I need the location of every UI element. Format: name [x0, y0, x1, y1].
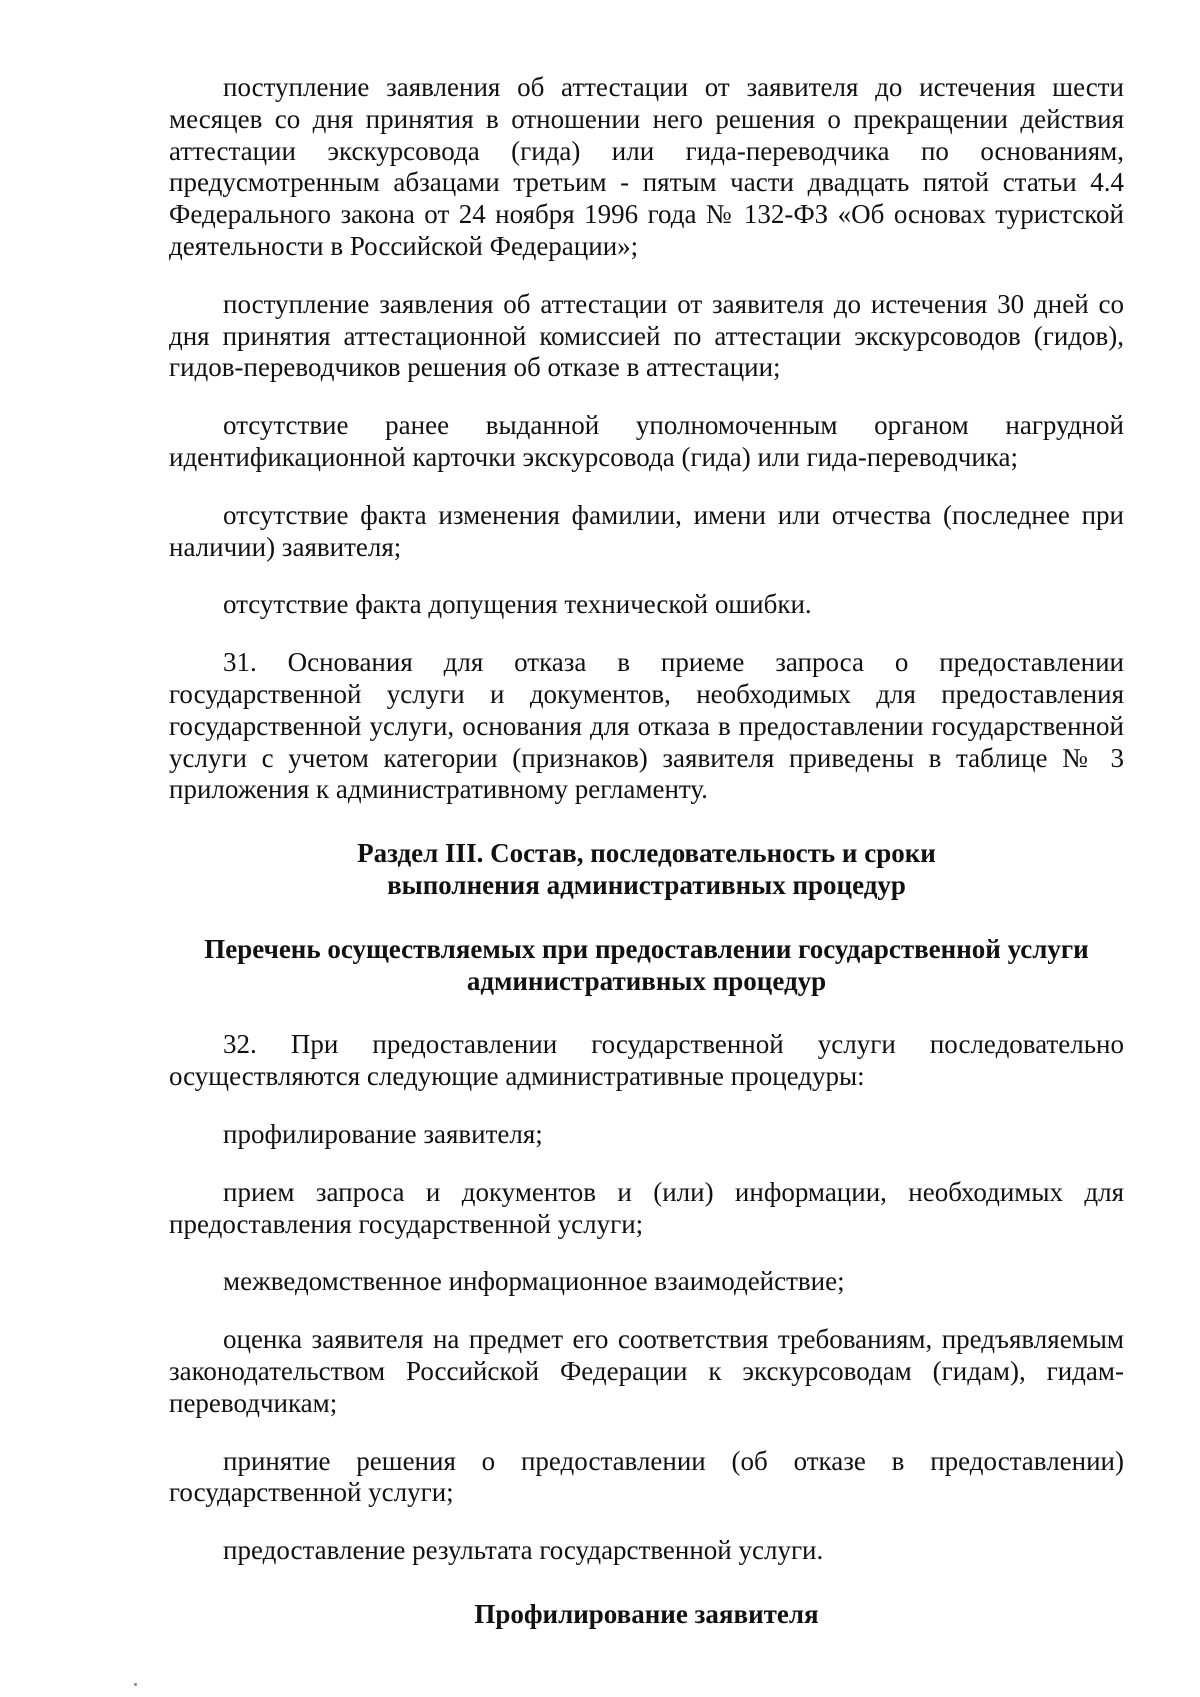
- paragraph-item-32: 32. При предоставлении государственной услуги последовательно осуществляются следующие административные процедуры:: [169, 1029, 1124, 1092]
- document-page: [169, 72, 1124, 1631]
- list-item: межведомственное информационное взаимодействие;: [223, 1266, 845, 1297]
- section-heading: [169, 838, 1124, 902]
- list-item: профилирование заявителя;: [223, 1118, 543, 1149]
- paragraph: поступление заявления об аттестации от заявителя до истечения шести месяцев со дня принятия в отношении него решения о прекращении действия аттестации экскурсовода (гида) или гида-переводчика по основаниям, предусмотренным абзацами третьим - пятым части двадцать пятой статьи 4.4 Федерального закона от 24 ноября 1996 года № 132-ФЗ «Об основах туристской деятельности в Российской Федерации»;: [169, 72, 1124, 261]
- paragraph: отсутствие ранее выданной уполномоченным органом нагрудной идентификационной карточки экскурсовода (гида) или гида-переводчика;: [169, 410, 1124, 472]
- paragraph: отсутствие факта допущения технической ошибки.: [223, 589, 812, 620]
- subheading-line: Перечень осуществляемых при предоставлении государственной услуги: [204, 933, 1089, 964]
- paragraph: поступление заявления об аттестации от заявителя до истечения 30 дней со дня принятия аттестационной комиссией по аттестации экскурсоводов (гидов), гидов-переводчиков решения об отказе в аттестации;: [169, 288, 1124, 383]
- list-item: предоставление результата государственной услуги.: [223, 1535, 824, 1566]
- scan-speck: [134, 1683, 137, 1686]
- section-heading-line: Раздел III. Состав, последовательность и сроки: [357, 838, 936, 869]
- subheading: [169, 934, 1124, 998]
- final-heading: Профилирование заявителя: [474, 1598, 819, 1629]
- section-heading-line: выполнения административных процедур: [387, 869, 906, 900]
- subheading-line: административных процедур: [466, 965, 827, 996]
- paragraph: отсутствие факта изменения фамилии, имени или отчества (последнее при наличии) заявителя;: [169, 499, 1124, 562]
- list-item: прием запроса и документов и (или) информации, необходимых для предоставления государственной услуги;: [169, 1176, 1124, 1239]
- paragraph-item-31: 31. Основания для отказа в приеме запроса о предоставлении государственной услуги и документов, необходимых для предоставления государственной услуги, основания для отказа в предоставлении государственной услуги с учетом категории (признаков) заявителя приведены в таблице № 3 приложения к административному регламенту.: [169, 647, 1124, 805]
- list-item: принятие решения о предоставлении (об отказе в предоставлении) государственной услуги;: [169, 1445, 1124, 1508]
- list-item: оценка заявителя на предмет его соответствия требованиям, предъявляемым законодательством Российской Федерации к экскурсоводам (гидам), гидам-переводчикам;: [169, 1324, 1124, 1418]
